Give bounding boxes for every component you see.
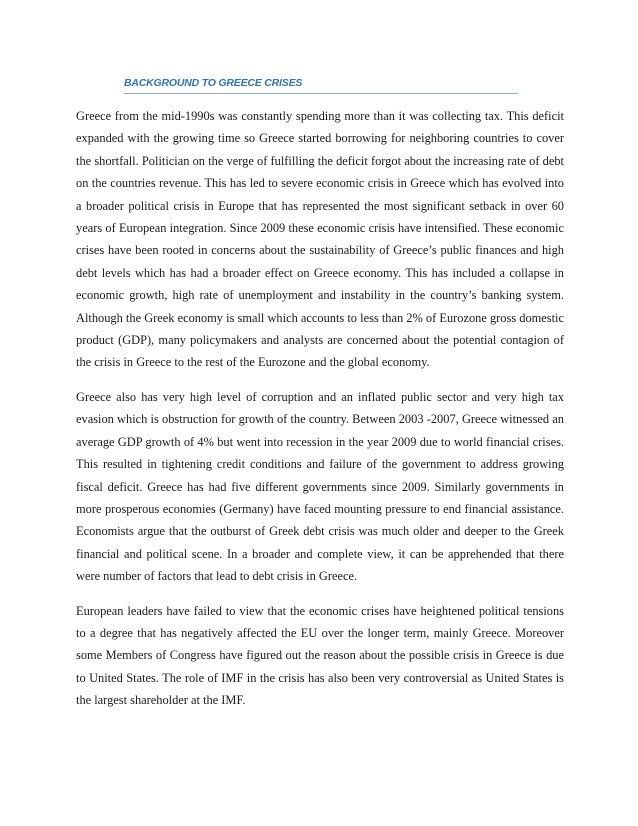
paragraph-1: Greece from the mid-1990s was constantly spending more than it was collecting tax. This deficit expanded with the growing time so Greece started borrowing for neighboring countries to cover the shortfall. Politician on the verge of fulfilling the deficit forgot about the increasing rate of debt on the countries revenue. This has led to severe economic crisis in Greece which has evolved into a broader political crisis in Europe that has represented the most significant setback in over 60 years of European integration. Since 2009 these economic crisis have intensified. These economic crises have been rooted in concerns about the sustainability of Greece’s public finances and high debt levels which has had a broader effect on Greece economy. This has included a collapse in economic growth, high rate of unemployment and instability in the country’s banking system. Although the Greek economy is small which accounts to less than 2% of Eurozone gross domestic product (GDP), many policymakers and analysts are concerned about the potential contagion of the crisis in Greece to the rest of the Eurozone and the global economy. (76, 109, 564, 370)
paragraph-2: Greece also has very high level of corruption and an inflated public sector and very high tax evasion which is obstruction for growth of the country. Between 2003 -2007, Greece witnessed an average GDP growth of 4% but went into recession in the year 2009 due to world financial crises. This resulted in tightening credit conditions and failure of the government to address growing fiscal deficit. Greece has had five different governments since 2009. Similarly governments in more prosperous economies (Germany) have faced mounting pressure to end financial assistance. Economists argue that the outburst of Greek debt crisis was much older and deeper to the Greek financial and political scene. In a broader and complete view, it can be apprehended that there were number of factors that lead to debt crisis in Greece. (76, 389, 564, 584)
body-text (76, 105, 564, 724)
section-heading: BACKGROUND TO GREECE CRISES (124, 77, 303, 89)
heading-container (124, 76, 518, 94)
paragraph-3: European leaders have failed to view that the economic crises have heightened political tensions to a degree that has negatively affected the EU over the longer term, mainly Greece. Moreover some Members of Congress have figured out the reason about the possible crisis in Greece is due to United States. The role of IMF in the crisis has also been very controversial as United States is the largest shareholder at the IMF. (76, 603, 564, 708)
